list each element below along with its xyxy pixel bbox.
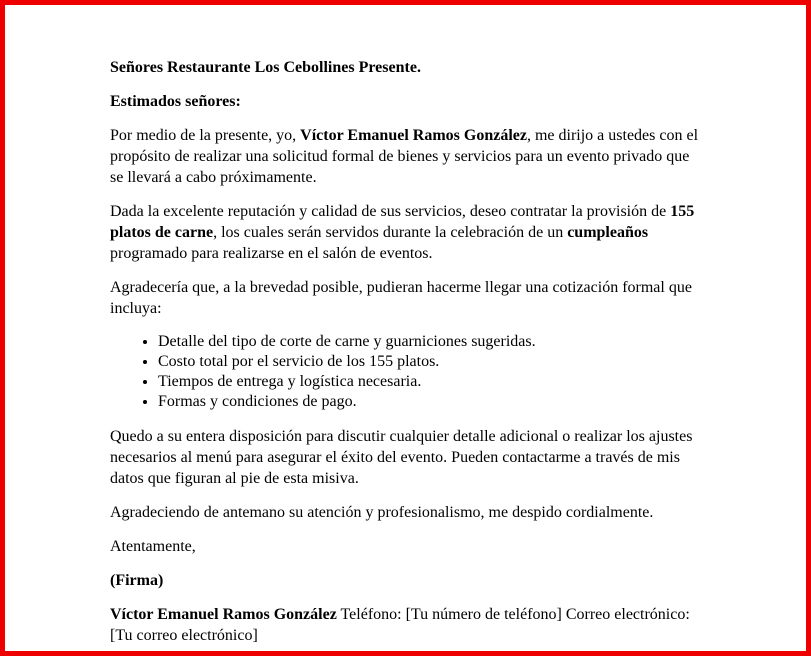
bold-text-segment: Víctor Emanuel Ramos González — [300, 127, 527, 144]
text-segment: Por medio de la presente, yo, — [110, 127, 301, 144]
paragraph-intro — [110, 125, 702, 188]
paragraph-request — [110, 201, 702, 264]
text-segment: , me dirijo a ustedes con el propósito de realizar una solicitud formal de bienes y servicios para un evento privado que se llevará a cabo próximamente. — [110, 127, 699, 186]
signoff: Atentamente, — [110, 538, 196, 555]
text-segment: programado para realizarse en el salón de eventos. — [110, 245, 433, 262]
bullet-item: • Costo total por el servicio de los 155 platos. — [158, 352, 702, 372]
signature-placeholder: (Firma) — [110, 572, 164, 589]
letter-document — [110, 5, 702, 646]
bold-text-segment: Víctor Emanuel Ramos González — [110, 606, 337, 623]
text-segment: , los cuales serán servidos durante la celebración de un — [213, 224, 568, 241]
bullet-item: • Detalle del tipo de corte de carne y guarniciones sugeridas. — [158, 332, 702, 352]
bold-text-segment: 155 platos de carne — [110, 203, 695, 241]
bullet-list — [110, 332, 702, 412]
bold-text-segment: cumpleaños — [567, 224, 649, 241]
paragraph-quote-request: Agradecería que, a la brevedad posible, pudieran hacerme llegar una cotización formal que incluya: — [110, 279, 692, 317]
text-segment: Dada la excelente reputación y calidad de sus servicios, deseo contratar la provisión de — [110, 203, 671, 220]
salutation: Estimados señores: — [110, 93, 241, 110]
bullet-item: • Formas y condiciones de pago. — [158, 392, 702, 412]
text-segment: Teléfono: [Tu número de teléfono] Correo electrónico: [Tu correo electrónico] — [110, 606, 690, 644]
recipient-line: Señores Restaurante Los Cebollines Presente. — [110, 59, 421, 76]
paragraph-thanks: Agradeciendo de antemano su atención y profesionalismo, me despido cordialmente. — [110, 504, 654, 521]
contact-line — [110, 604, 702, 646]
bullet-item: • Tiempos de entrega y logística necesaria. — [158, 372, 702, 392]
paragraph-availability: Quedo a su entera disposición para discutir cualquier detalle adicional o realizar los ajustes necesarios al menú para asegurar el éxito del evento. Pueden contactarme a través de mis datos que figuran al pie de esta misiva. — [110, 428, 693, 487]
